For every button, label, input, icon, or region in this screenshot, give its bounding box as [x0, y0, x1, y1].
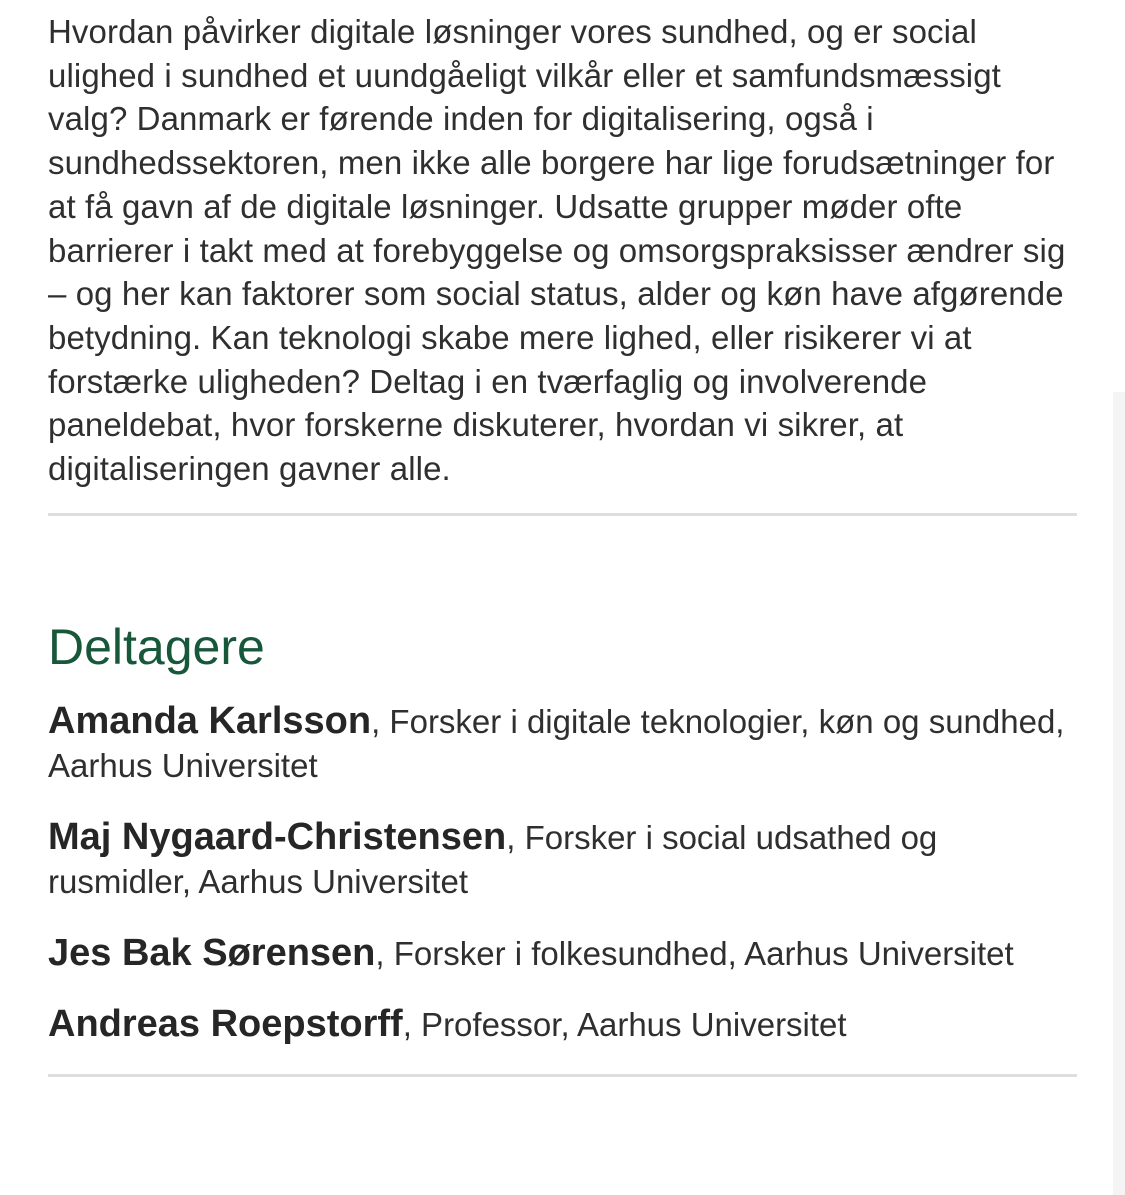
event-intro-text: Hvordan påvirker digitale løsninger vores sundhed, og er social ulighed i sundhed et uundgåeligt vilkår eller et samfundsmæssigt valg? Danmark er førende inden for digitalisering, også i sundhedssektoren, men ikke alle borgere har lige forudsætninger for at få gavn af de digitale løsninger. Udsatte grupper møder ofte barrierer i takt med at forebyggelse og omsorgspraksisser ændrer sig – og her kan faktorer som social status, alder og køn have afgørende betydning. Kan teknologi skabe mere lighed, eller risikerer vi at forstærke uligheden? Deltag i en tværfaglig og involverende paneldebat, hvor forskerne diskuterer, hvordan vi sikrer, at digitaliseringen gavner alle. [48, 13, 1066, 488]
participant-item [48, 699, 1077, 789]
participant-description: , Forsker i digitale teknologier, køn og sundhed, Aarhus Universitet [48, 702, 1065, 785]
participant-item [48, 815, 1077, 905]
participant-name: Jes Bak Sørensen [48, 931, 376, 974]
event-description-content [48, 10, 1077, 1077]
participant-name: Maj Nygaard-Christensen [48, 815, 507, 858]
participants-list [48, 699, 1077, 1048]
section-divider-bottom [48, 1074, 1077, 1077]
participant-description: , Forsker i social udsathed og rusmidler, Aarhus Universitet [48, 818, 938, 901]
participant-item [48, 931, 1077, 977]
participant-description: , Professor, Aarhus Universitet [402, 1006, 847, 1044]
scrollbar-track[interactable] [1113, 392, 1125, 1195]
participant-item [48, 1002, 1077, 1048]
participant-name: Amanda Karlsson [48, 699, 372, 742]
section-divider-top [48, 513, 1077, 516]
participant-description: , Forsker i folkesundhed, Aarhus Universitet [375, 934, 1014, 972]
participants-heading: Deltagere [48, 618, 265, 675]
participant-name: Andreas Roepstorff [48, 1003, 403, 1046]
